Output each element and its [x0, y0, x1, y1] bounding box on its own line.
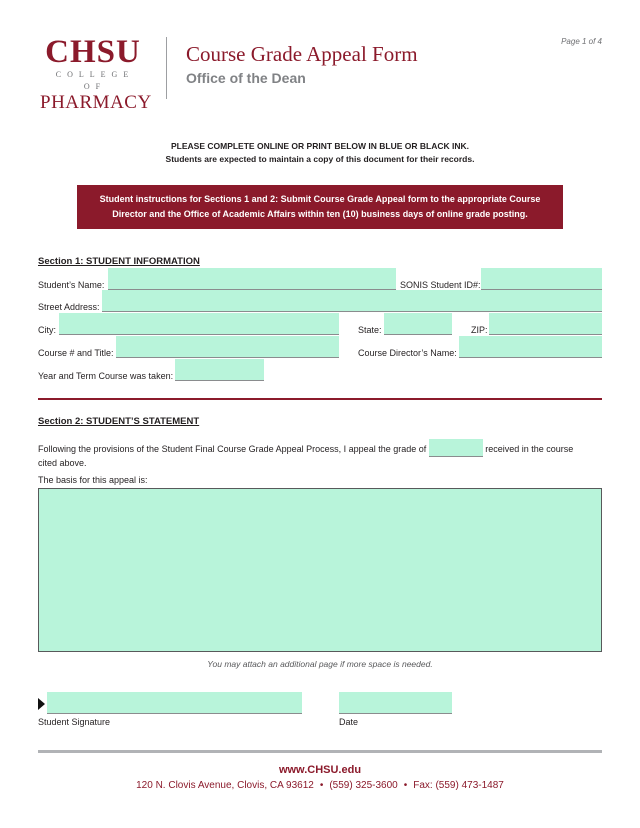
student-name-label: Student’s Name: [38, 280, 105, 290]
city-field[interactable] [59, 313, 339, 335]
date-field[interactable] [339, 692, 452, 714]
chsu-pharmacy-logo [40, 34, 152, 113]
year-term-field[interactable] [175, 359, 264, 381]
section-2-heading: Section 2: STUDENT’S STATEMENT [38, 416, 200, 427]
appeal-statement [38, 439, 578, 470]
footer-separator: • [319, 780, 324, 791]
logo-pharmacy-text: PHARMACY [40, 92, 152, 113]
form-title: Course Grade Appeal Form [186, 42, 418, 66]
appeal-basis-textarea[interactable] [38, 488, 602, 652]
signature-arrow-icon [38, 698, 45, 710]
instructions-line-1: Student instructions for Sections 1 and 2: Submit Course Grade Appeal form to the appropriate Course [99, 194, 541, 204]
year-term-label: Year and Term Course was taken: [38, 371, 174, 381]
course-title-label: Course # and Title: [38, 348, 114, 358]
student-signature-field[interactable] [47, 692, 302, 714]
footer-website-link[interactable]: www.CHSU.edu [278, 764, 362, 776]
instructions-banner [77, 185, 563, 229]
student-signature-label: Student Signature [38, 717, 111, 727]
appealed-grade-field[interactable] [429, 439, 483, 457]
header-divider [166, 37, 167, 99]
course-director-label: Course Director’s Name: [358, 348, 457, 358]
notice-line-1: PLEASE COMPLETE ONLINE OR PRINT BELOW IN BLUE OR BLACK INK. [171, 141, 469, 151]
notice-line-2: Students are expected to maintain a copy of this document for their records. [165, 154, 475, 164]
footer-separator: • [403, 780, 408, 791]
footer-divider [38, 750, 602, 753]
logo-wordmark: CHSU [45, 34, 141, 70]
state-label: State: [358, 325, 382, 335]
attach-page-note: You may attach an additional page if more space is needed. [207, 659, 433, 669]
date-label: Date [339, 717, 359, 727]
instructions-line-2: Director and the Office of Academic Affairs within ten (10) business days of online grade posting. [112, 209, 528, 219]
basis-label: The basis for this appeal is: [38, 475, 148, 485]
form-subtitle: Office of the Dean [186, 70, 306, 86]
footer-phone: (559) 325-3600 [329, 780, 398, 791]
footer-contact [0, 780, 640, 791]
sonis-id-field[interactable] [481, 268, 602, 290]
page-number: Page 1 of 4 [561, 37, 602, 46]
section-1-heading: Section 1: STUDENT INFORMATION [38, 256, 200, 267]
footer-address: 120 N. Clovis Avenue, Clovis, CA 93612 [136, 780, 314, 791]
zip-label: ZIP: [471, 325, 488, 335]
completion-notice [0, 140, 640, 166]
logo-college-text: COLLEGE OF [55, 70, 135, 91]
state-field[interactable] [384, 313, 452, 335]
sonis-id-label: SONIS Student ID#: [400, 280, 481, 290]
street-address-field[interactable] [102, 290, 602, 312]
student-name-field[interactable] [108, 268, 396, 290]
course-director-field[interactable] [459, 336, 602, 358]
street-address-label: Street Address: [38, 302, 100, 312]
zip-field[interactable] [489, 313, 602, 335]
city-label: City: [38, 325, 56, 335]
footer-fax: Fax: (559) 473-1487 [413, 780, 504, 791]
section-divider [38, 398, 602, 400]
course-title-field[interactable] [116, 336, 339, 358]
statement-after: received in the course cited above. [38, 444, 574, 468]
statement-before: Following the provisions of the Student Final Course Grade Appeal Process, I appeal the grade of [38, 444, 427, 454]
